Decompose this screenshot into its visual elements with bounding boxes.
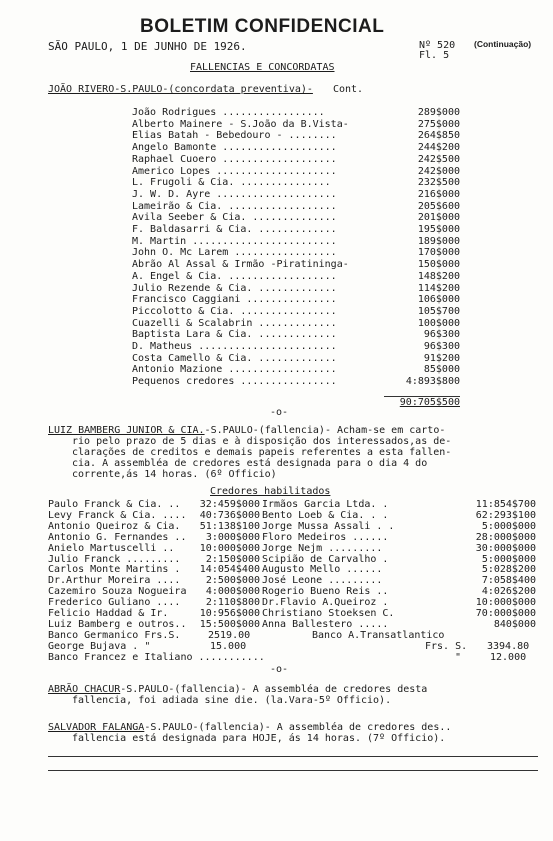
extra2-right: Frs. S. xyxy=(425,641,468,652)
case2-line-4: cia. A assembléa de credores está designada para o dia 4 do xyxy=(72,458,428,469)
case1-row-name: D. Matheus ....................... xyxy=(132,341,337,352)
case2-left-name: Carlos Monte Martins . xyxy=(48,564,181,576)
case2-left-name: Antonio G. Fernandes .. xyxy=(48,531,187,543)
case1-row-name: A. Engel & Cia. .................. xyxy=(132,270,337,282)
case2-line-1 xyxy=(48,425,445,436)
case1-row-name: Francisco Caggiani ............... xyxy=(132,294,337,306)
case2-left-amount: 2:150$000 xyxy=(205,553,260,565)
case1-row-amount: 106$000 xyxy=(417,294,460,306)
case1-row-name: Abrão Al Assal & Irmão -Piratininga- xyxy=(132,259,349,271)
case1-row-name: J. W. D. Ayre .................... xyxy=(132,188,337,200)
case1-row-name: Lameirão & Cia. .................. xyxy=(132,200,337,212)
case2-line-2: rio pelo prazo de 5 dias e à disposição dos interessados,as de- xyxy=(72,436,452,447)
case2-left-name: Antonio Queiroz & Cia. xyxy=(48,520,181,532)
case1-row-amount: 242$500 xyxy=(417,153,460,165)
case2-right-amount: 11:854$700 xyxy=(475,499,536,510)
case1-row-amount: 96$300 xyxy=(423,341,460,352)
case1-row-amount: 289$000 xyxy=(417,107,460,118)
case1-row-name: Julio Rezende & Cia. ............. xyxy=(132,282,337,294)
case2-right-amount: 4:026$200 xyxy=(481,586,536,598)
case2-left-amount: 4:000$000 xyxy=(205,586,260,598)
case1-row-name: L. Frugoli & Cia. ............... xyxy=(132,177,331,189)
case2-right-amount: 10:000$000 xyxy=(475,597,536,609)
case1-row-amount: 189$000 xyxy=(417,235,460,247)
dateline: SÃO PAULO, 1 DE JUNHO DE 1926. xyxy=(48,40,247,53)
case1-row-name: John O. Mc Larem ................. xyxy=(132,247,337,259)
case3-heading: ABRÃO CHACUR xyxy=(48,684,121,695)
case3-line-1 xyxy=(48,684,427,695)
case1-row-amount: 242$000 xyxy=(417,165,460,177)
case1-row-amount: 264$850 xyxy=(417,130,460,142)
case2-left-name: Luiz Bamberg e outros.. xyxy=(48,618,187,630)
creditors-title: Credores habilitados xyxy=(210,486,331,497)
case1-row-amount: 4:893$800 xyxy=(405,376,460,388)
case2-left-name: Levy Franck & Cia. .... xyxy=(48,509,187,521)
case2-heading: LUIZ BAMBERG JUNIOR & CIA. xyxy=(48,425,205,436)
case2-left-amount: 32:459$000 xyxy=(199,499,260,510)
case1-row-amount: 114$200 xyxy=(417,282,460,294)
case2-left-amount: 3:000$000 xyxy=(205,531,260,543)
case2-right-name: Rogerio Bueno Reis .. xyxy=(262,586,389,598)
case1-row-amount: 85$000 xyxy=(423,364,460,376)
case1-row-amount: 275$000 xyxy=(417,118,460,130)
case2-left-name: Anielo Martuscelli .. xyxy=(48,542,175,554)
bulletin-title: BOLETIM CONFIDENCIAL xyxy=(140,16,385,37)
case2-left-name: Dr.Arthur Moreira .... xyxy=(48,575,181,587)
case1-row-name: Baptista Lara & Cia. ............. xyxy=(132,329,337,341)
case2-left-amount: 40:736$000 xyxy=(199,509,260,521)
case2-left-amount: 2:500$000 xyxy=(205,575,260,587)
case2-right-amount: 5:028$200 xyxy=(481,564,536,576)
separator-2: -o- xyxy=(270,664,289,675)
case3-line-1-rest: -S.PAULO-(fallencia)- A assembléa de credores desta xyxy=(120,684,428,695)
case2-left-name: Julio Franck ......... xyxy=(48,553,181,565)
case2-right-amount: 5:000$000 xyxy=(481,553,536,565)
case1-row-amount: 100$000 xyxy=(417,317,460,329)
bottom-rule-1 xyxy=(48,756,538,757)
case1-row-name: Americo Lopes .................... xyxy=(132,165,337,177)
case2-right-name: Augusto Mello ...... xyxy=(262,564,383,576)
case1-row-amount: 195$000 xyxy=(417,224,460,235)
case1-row-name: Cuazelli & Scalabrin ............. xyxy=(132,317,337,329)
case2-right-amount: 5:000$000 xyxy=(481,520,536,532)
case1-row-amount: 91$200 xyxy=(423,352,460,364)
case2-left-amount: 10:956$000 xyxy=(199,608,260,619)
case1-row-amount: 148$200 xyxy=(417,270,460,282)
case2-line-5: corrente,ás 14 horas. (6º Officio) xyxy=(72,469,277,480)
case1-row-name: Piccolotto & Cia. ................ xyxy=(132,305,337,317)
case1-cont: Cont. xyxy=(332,84,364,95)
case1-row-amount: 150$000 xyxy=(417,259,460,271)
case1-row-amount: 216$000 xyxy=(417,188,460,200)
case2-left-amount: 15:500$000 xyxy=(199,618,260,630)
extra1-left: Banco Germanico Frs.S. xyxy=(48,630,181,641)
extra2-right-amt: 3394.80 xyxy=(487,641,530,652)
extra1-left-amt: 2519.00 xyxy=(208,630,251,641)
case2-right-name: Dr.Flavio A.Queiroz . xyxy=(262,597,389,609)
case1-row-name: Pequenos credores ................ xyxy=(132,376,337,388)
case2-right-name: Bento Loeb & Cia. . . xyxy=(262,509,389,521)
case2-right-amount: 840$000 xyxy=(493,618,536,630)
case1-row-amount: 96$300 xyxy=(423,329,460,341)
case1-row-name: Raphael Cuoero ................... xyxy=(132,153,337,165)
case1-row-amount: 205$600 xyxy=(417,200,460,212)
case1-row-name: M. Martin ........................ xyxy=(132,235,337,247)
case2-right-name: Christiano Stoeksen C. xyxy=(262,608,395,619)
extra3-left: Banco Francez e Italiano ........... xyxy=(48,652,265,663)
case2-right-amount: 7:058$400 xyxy=(481,575,536,587)
case2-left-name: Frederico Guliano .... xyxy=(48,597,181,609)
extra2-left: George Bujava . " xyxy=(48,641,151,652)
case1-row-name: Avila Seeber & Cia. .............. xyxy=(132,212,337,224)
case1-row-name: Costa Camello & Cia. ............. xyxy=(132,352,337,364)
case1-row-amount: 232$500 xyxy=(417,177,460,189)
case2-right-name: Jorge Nejm ......... xyxy=(262,542,383,554)
extra3-right: " xyxy=(455,652,462,663)
case1-row-name: Alberto Mainere - S.João da B.Vista- xyxy=(132,118,349,130)
case4-line-1-rest: -S.PAULO-(fallencia)- A assembléa de credores des.. xyxy=(144,722,452,733)
case2-left-amount: 14:054$400 xyxy=(199,564,260,576)
case2-left-name: Paulo Franck & Cia. .. xyxy=(48,499,181,510)
case2-left-name: Felicio Haddad & Ir. xyxy=(48,608,169,619)
case4-heading: SALVADOR FALANGA xyxy=(48,722,145,733)
case1-row-amount: 105$700 xyxy=(417,305,460,317)
case1-row-name: Elias Batah - Bebedouro - ........ xyxy=(132,130,337,142)
case2-right-name: Scipião de Carvalho . xyxy=(262,553,389,565)
case2-right-name: Anna Ballestero ..... xyxy=(262,618,389,630)
case1-row-name: Antonio Mazione .................. xyxy=(132,364,337,376)
case1-row-amount: 201$000 xyxy=(417,212,460,224)
case3-line-2: fallencia, foi adiada sine die. (la.Vara-5º Officio). xyxy=(72,695,392,706)
case2-right-name: Jorge Mussa Assali . . xyxy=(262,520,395,532)
extra1-right: Banco A.Transatlantico xyxy=(312,630,445,641)
case1-row-name: F. Baldasarri & Cia. ............. xyxy=(132,224,337,235)
case2-line-1-rest: -S.PAULO-(fallencia)- Acham-se em carto- xyxy=(204,425,446,436)
case1-row-amount: 170$000 xyxy=(417,247,460,259)
case2-right-amount: 62:293$100 xyxy=(475,509,536,521)
case2-left-amount: 2:110$800 xyxy=(205,597,260,609)
case4-line-2: fallencia está designada para HOJE, ás 14 horas. (7º Officio). xyxy=(72,733,446,744)
issue-number: Nº 520 xyxy=(419,40,456,51)
case1-total: 90:705$500 xyxy=(399,397,460,408)
case1-row-name: João Rodrigues ................. xyxy=(132,107,325,118)
case2-left-amount: 51:138$100 xyxy=(199,520,260,532)
case1-row-name: Angelo Bamonte ................... xyxy=(132,142,337,154)
extra2-left-amt: 15.000 xyxy=(210,641,247,652)
section-title: FALLENCIAS E CONCORDATAS xyxy=(190,62,335,73)
case2-right-name: José Leone ......... xyxy=(262,575,383,587)
case2-right-amount: 30:000$000 xyxy=(475,542,536,554)
bottom-rule-2 xyxy=(48,770,538,771)
case1-heading-text: JOÃO RIVERO-S.PAULO-(concordata preventiva)- xyxy=(48,84,313,95)
case2-line-3: clarações de creditos e demais papeis referentes a esta fallen- xyxy=(72,447,452,458)
case1-heading xyxy=(48,84,363,95)
separator-1: -o- xyxy=(270,407,289,418)
case2-right-name: Floro Medeiros ...... xyxy=(262,531,389,543)
case2-left-name: Cazemiro Souza Nogueira xyxy=(48,586,187,598)
case2-right-name: Irmãos Garcia Ltda. . xyxy=(262,499,389,510)
case2-right-amount: 28:000$000 xyxy=(475,531,536,543)
case2-right-amount: 70:000$000 xyxy=(475,608,536,619)
extra3-right-amt: 12.000 xyxy=(490,652,527,663)
sheet-number: Fl. 5 xyxy=(419,50,450,61)
case2-left-amount: 10:000$000 xyxy=(199,542,260,554)
continuation-label: (Continuação) xyxy=(474,39,532,49)
case4-line-1 xyxy=(48,722,451,733)
case1-row-amount: 244$200 xyxy=(417,142,460,154)
